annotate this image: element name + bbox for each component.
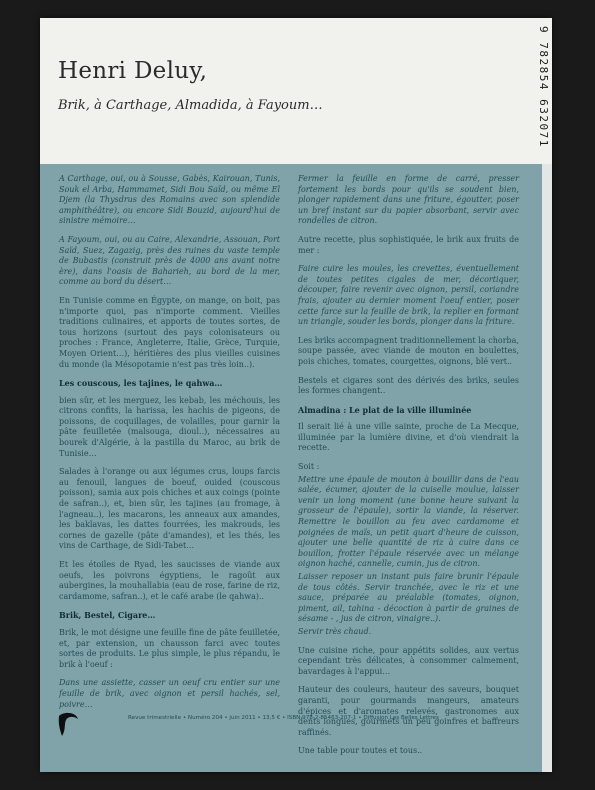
paragraph: bien sûr, et les merguez, les kebab, les méchouis, les citrons confits, la harissa, les hachis de pigeons, de poissons, de coquillages, de volailles, pour garnir la pâte feuilletée (malsouga, dioul..), nécessaires au bourek d'Algérie, à la pastilla du Maroc, au brik de Tunisie… xyxy=(59,395,280,458)
paragraph: Autre recette, plus sophistiquée, le brik aux fruits de mer : xyxy=(298,234,519,255)
paragraph: A Fayoum, oui, ou au Caire, Alexandrie, Assouan, Port Saïd, Suez, Zagazig, près des ruines du vaste temple de Bubastis (construit près de 4000 ans avant notre ère), dans l'oasis de Baharieh, au bord de la mer, comme au bord du désert… xyxy=(59,234,280,287)
paragraph: Soit : xyxy=(298,462,320,472)
section-heading: Brik, Bestel, Cigare… xyxy=(59,610,156,621)
right-column xyxy=(298,174,519,765)
paragraph: A Carthage, oui, ou à Sousse, Gabès, Kairouan, Tunis, Souk el Arba, Hammamet, Sidi Bou Saïd, ou même El Djem (la Thysdrus des Romains avec son splendide amphithéâtre), ou encore Sidi Bouzid, aujourd'hui de sinistre mémoire… xyxy=(59,174,280,226)
paragraph: Hauteur des couleurs, hauteur des saveurs, bouquet garanti, pour gourmands mangeurs, amateurs d'épices et d'aromates relevés, gastronomes aux dents longues, gourmets un peu goinfres et baffreurs raffinés. xyxy=(298,685,519,737)
publisher-logo-icon xyxy=(56,710,80,738)
recipe-paragraph: Dans une assiette, casser un oeuf cru entier sur une feuille de brik, avec oignon et persil hachés, sel, poivre… xyxy=(59,678,280,709)
publication-info: Revue trimestrielle • Numéro 204 • juin 2011 • 13,5 € • ISBN 978-2-85463-207-1 • Diffusion Les Belles Lettres xyxy=(128,715,439,721)
section-heading: Les couscous, les tajines, le qahwa… xyxy=(59,378,223,389)
spine-edge xyxy=(542,164,552,772)
recipe-paragraph: Servir très chaud. xyxy=(298,626,372,636)
paragraph: En Tunisie comme en Égypte, on mange, on boit, pas n'importe quoi, pas n'importe comment. Vieilles traditions culinaires, et apports de toutes sortes, de tous horizons (surtout des pays colonisateurs ou proches : France, Angleterre, Italie, Grèce, Turquie, Moyen Orient…), héritières des plus vieilles cuisines du monde (la Mésopotamie n'est pas très loin..). xyxy=(59,295,280,369)
paragraph: Une cuisine riche, pour appétits solides, aux vertus cependant très délicates, à consommer calmement, bavardages à l'appui… xyxy=(298,645,519,676)
author-name: Henri Deluy, xyxy=(58,58,208,84)
barcode-digits: 9 782854 632071 xyxy=(537,26,550,148)
paragraph: Brik, le mot désigne une feuille fine de pâte feuilletée, et, par extension, un chausson farci avec toutes sortes de produits. Le plus simple, le plus répandu, le brik à l'oeuf : xyxy=(59,627,280,669)
paragraph: Il serait lié à une ville sainte, proche de La Mecque, illuminée par la lumière divine, et d'où viendrait la recette. xyxy=(298,422,519,453)
paragraph: Une table pour toutes et tous.. xyxy=(298,746,423,756)
paragraph: Les briks accompagnent traditionnellement la chorba, soupe passée, avec viande de mouton en boulettes, pois chiches, tomates, courgettes, oignons, blé vert.. xyxy=(298,335,519,366)
left-column xyxy=(59,174,280,718)
header-band xyxy=(40,18,552,164)
paragraph: Bestels et cigares sont des dérivés des briks, seules les formes changent.. xyxy=(298,375,519,396)
section-heading: Almadina : Le plat de la ville illuminée xyxy=(298,404,472,415)
book-subtitle: Brik, à Carthage, Almadida, à Fayoum… xyxy=(58,98,323,113)
barcode-strip xyxy=(530,18,552,164)
back-cover xyxy=(40,18,552,772)
recipe-paragraph: Faire cuire les moules, les crevettes, éventuellement de toutes petites cigales de mer, décortiquer, découper, faire revenir avec oignon, persil, coriandre frais, ajouter au dernier moment l'oeuf entier, poser cette farce sur la feuille de brik, la replier en formant un triangle, souder les bords, plonger dans la friture. xyxy=(298,264,519,327)
paragraph: Salades à l'orange ou aux légumes crus, loups farcis au fenouil, langues de boeuf, ouided (couscous poisson), samia aux pois chiches et aux coings (pointe de safran..), et, bien sûr, les tajines (au fromage, à l'agneau..), les macarons, les anneaux aux amandes, les baklavas, les dattes fourrées, les makrouds, les cornes de gazelle (pâte d'amandes), et les thés, les vins de Carthage, de Sidi-Tabet… xyxy=(59,467,280,551)
recipe-paragraph: Laisser reposer un instant puis faire brunir l'épaule de tous côtés. Servir tranchée, avec le riz et une sauce, préparée au préalable (tomates, oignon, piment, ail, tahina - décoction à partir de graines de sésame - , jus de citron, vinaigre..). xyxy=(298,572,519,624)
recipe-paragraph: Fermer la feuille en forme de carré, presser fortement les bords pour qu'ils se soudent bien, plonger rapidement dans une friture, égoutter, poser un bref instant sur du papier absorbant, servir avec rondelles de citron. xyxy=(298,174,519,226)
recipe-paragraph: Mettre une épaule de mouton à bouillir dans de l'eau salée, écumer, ajouter de la cuiselle moulue, laisser venir un long moment (une bonne heure suivant la grosseur de l'épaule), sortir la viande, la réserver. Remettre le bouillon au feu avec cardamome et poignées de maïs, un petit quart d'heure de cuisson, ajouter une belle quantité de riz à cuire dans ce bouillon, frotter l'épaule réservée avec un mélange oignon haché, cannelle, cumin, jus de citron. xyxy=(298,474,519,569)
paragraph: Et les étoiles de Ryad, les saucisses de viande aux oeufs, les poivrons égyptiens, le ragoût aux aubergines, la mouhallabia (eau de rose, farine de riz, cardamome, safran..), et le café arabe (le qahwa).. xyxy=(59,560,280,601)
